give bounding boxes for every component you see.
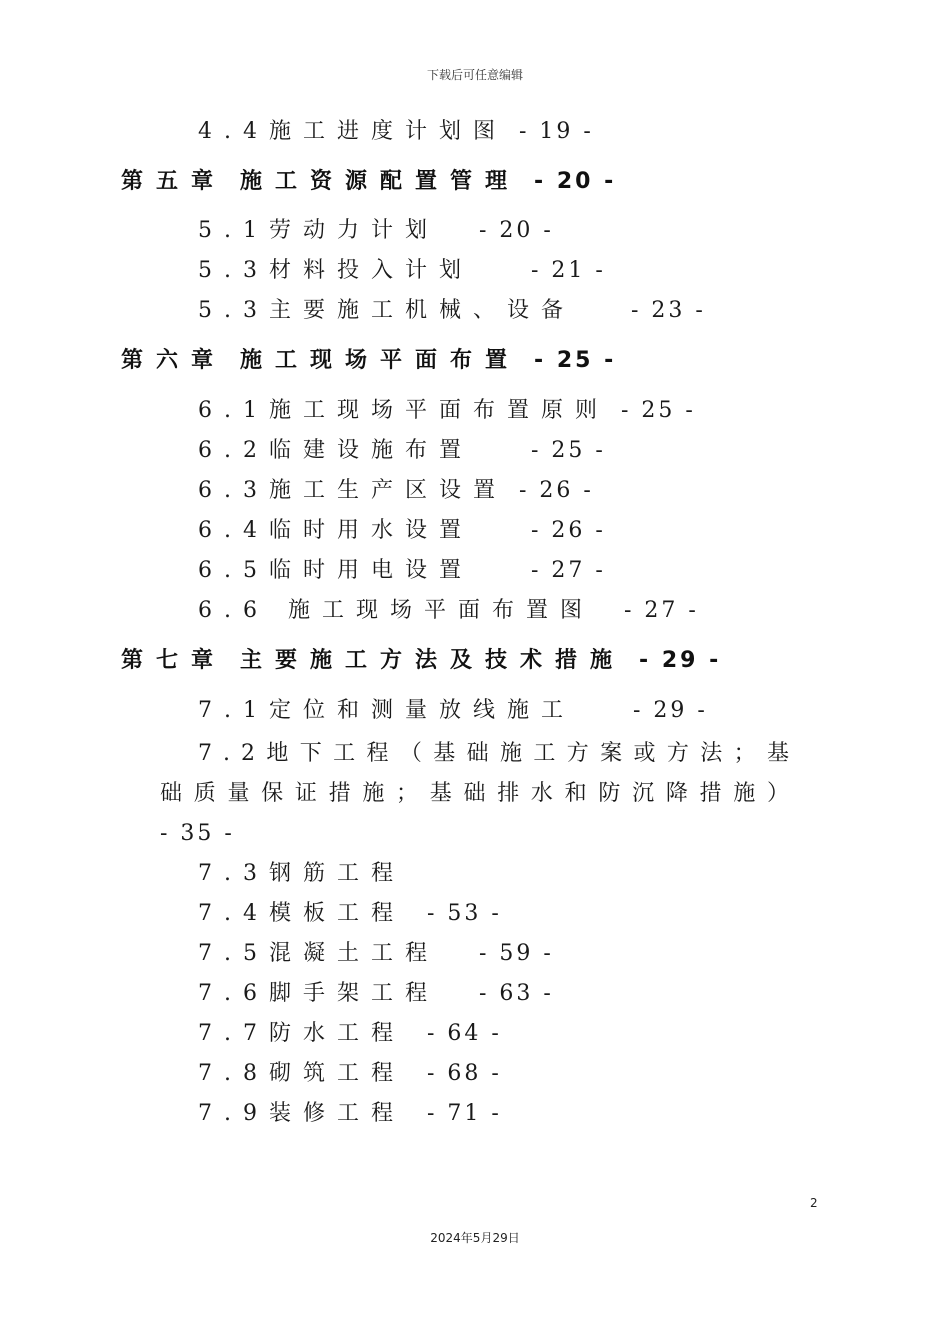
toc-item[interactable] <box>198 859 405 889</box>
toc-item[interactable] <box>198 1059 502 1089</box>
toc-item[interactable] <box>198 696 708 726</box>
toc-item[interactable] <box>198 436 606 466</box>
toc-item-page: - 25 - <box>621 398 696 423</box>
toc-item-label: 6.6 施工现场平面布置图 <box>198 598 594 623</box>
toc-item-label: 7.4模板工程 <box>198 901 405 926</box>
toc-item[interactable] <box>198 1099 502 1129</box>
toc-item-label: 6.2临建设施布置 <box>198 438 473 463</box>
toc-chapter[interactable] <box>121 166 616 198</box>
toc-item[interactable] <box>198 899 502 929</box>
toc-item-label: 7.9装修工程 <box>198 1101 405 1126</box>
footer-date: 2024年5月29日 <box>430 1231 520 1245</box>
toc-item-page: - 19 - <box>519 119 594 144</box>
toc-item-page: - 20 - <box>479 218 554 243</box>
toc-item[interactable] <box>198 117 594 147</box>
toc-item[interactable] <box>198 256 606 286</box>
toc-item[interactable] <box>198 476 594 506</box>
toc-chapter[interactable] <box>121 645 721 677</box>
toc-item-label: 5.1劳动力计划 <box>198 218 439 243</box>
toc-chapter-page: - 20 - <box>534 169 617 194</box>
toc-item[interactable] <box>198 516 606 546</box>
toc-item-page: - 68 - <box>427 1061 502 1086</box>
toc-item-label: 5.3材料投入计划 <box>198 258 473 283</box>
toc-item-page: - 29 - <box>633 698 708 723</box>
toc-item-page: - 26 - <box>531 518 606 543</box>
toc-item-label: 6.4临时用水设置 <box>198 518 473 543</box>
toc-item[interactable] <box>198 1019 502 1049</box>
toc-item-label: 4.4施工进度计划图 <box>198 119 507 144</box>
toc-item-label: 7.8砌筑工程 <box>198 1061 405 1086</box>
toc-chapter-label: 施工资源配置管理 <box>240 169 521 194</box>
toc-item[interactable] <box>198 556 606 586</box>
toc-item-label: 7.5混凝土工程 <box>198 941 439 966</box>
toc-chapter-page: - 29 - <box>639 648 722 673</box>
toc-chapter-number: 第六章 <box>121 348 227 373</box>
toc-item-page: - 27 - <box>623 598 699 623</box>
toc-item-page: - 25 - <box>531 438 606 463</box>
toc-item-page: - 71 - <box>427 1101 502 1126</box>
toc-item-label: 6.3施工生产区设置 <box>198 478 507 503</box>
toc-item-label: 7.6脚手架工程 <box>198 981 439 1006</box>
toc-item-label: 5.3主要施工机械、设备 <box>198 298 575 323</box>
toc-chapter-page: - 25 - <box>534 348 617 373</box>
toc-item-page: - 63 - <box>479 981 554 1006</box>
toc-item-page: - 27 - <box>531 558 606 583</box>
toc-item[interactable] <box>198 216 554 246</box>
toc-item[interactable] <box>198 296 706 326</box>
toc-item-page: - 26 - <box>519 478 594 503</box>
toc-item-page: - 21 - <box>531 258 606 283</box>
toc-item[interactable] <box>198 979 554 1009</box>
header-note: 下载后可任意编辑 <box>426 68 523 82</box>
toc-chapter-number: 第五章 <box>121 169 227 194</box>
toc-item-label: 6.5临时用电设置 <box>198 558 473 583</box>
toc-item-label: 7.1定位和测量放线施工 <box>198 698 575 723</box>
toc-item[interactable] <box>198 596 699 626</box>
toc-item-page: - 35 - <box>160 821 235 846</box>
page-number: 2 <box>810 1196 818 1210</box>
toc-item-label: 6.1施工现场平面布置原则 <box>198 398 609 423</box>
toc-item[interactable] <box>198 939 554 969</box>
toc-chapter-number: 第七章 <box>121 648 227 673</box>
toc-item-page: - 23 - <box>631 298 706 323</box>
toc-item-page: - 64 - <box>427 1021 502 1046</box>
toc-item-label: 7.3钢筋工程 <box>198 861 405 886</box>
toc-item-label: 7.7防水工程 <box>198 1021 405 1046</box>
toc-chapter-label: 施工现场平面布置 <box>240 348 521 373</box>
toc-item[interactable] <box>198 396 696 426</box>
toc-item-wrapped[interactable] <box>160 734 800 854</box>
toc-item-page: - 53 - <box>427 901 502 926</box>
toc-item-label: 7.2地下工程（基础施工方案或方法；基础质量保证措施；基础排水和防沉降措施） <box>160 741 800 806</box>
toc-chapter-label: 主要施工方法及技术措施 <box>240 648 626 673</box>
toc-chapter[interactable] <box>121 345 616 377</box>
toc-item-page: - 59 - <box>479 941 554 966</box>
